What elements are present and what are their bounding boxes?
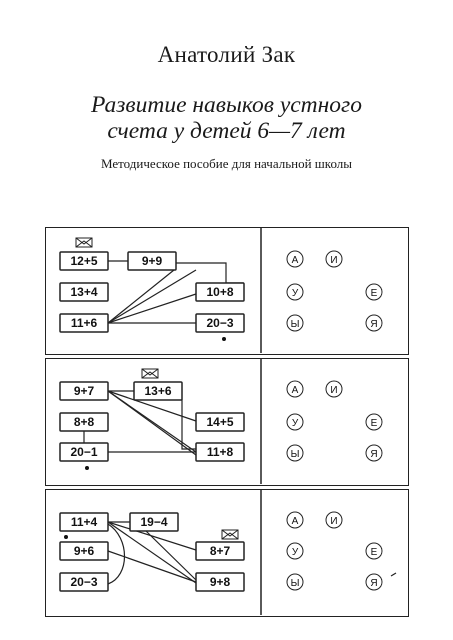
task-box-4: [196, 283, 244, 301]
author-name: Анатолий Зак: [157, 42, 296, 67]
task-box-text: 19−4: [140, 515, 168, 529]
title-line-2: счета у детей 6—7 лет: [107, 118, 346, 144]
task-box-3: [60, 413, 108, 431]
book-subtitle: Методическое пособие для начальной школы: [101, 156, 352, 171]
task-box-text: 13+4: [70, 285, 98, 299]
task-box-text: 9+9: [141, 254, 163, 268]
envelope-icon: [222, 530, 238, 539]
envelope-icon: [142, 369, 158, 378]
task-box-text: 14+5: [206, 415, 234, 429]
task-box-1: [60, 382, 108, 400]
letter: Я: [370, 319, 378, 330]
task-box-6: [196, 573, 244, 591]
letter: А: [291, 516, 299, 527]
task-box-text: 11+4: [70, 515, 98, 529]
exercise-panel-1: [45, 227, 409, 355]
task-box-1: [60, 252, 108, 270]
task-box-text: 9+6: [73, 544, 95, 558]
task-box-text: 11+8: [206, 445, 234, 459]
task-box-4: [196, 542, 244, 560]
letter: И: [330, 255, 338, 266]
letter: Я: [370, 449, 378, 460]
task-box-text: 8+8: [73, 415, 95, 429]
letter: А: [291, 385, 299, 396]
task-box-text: 20−3: [206, 316, 234, 330]
task-box-2: [130, 513, 178, 531]
task-box-3: [60, 283, 108, 301]
task-box-6: [196, 443, 244, 461]
task-box-5: [60, 443, 108, 461]
task-box-6: [196, 314, 244, 332]
exercise-panel-2: [45, 358, 409, 486]
task-box-text: 8+7: [209, 544, 231, 558]
start-dot: [222, 337, 226, 341]
task-box-5: [60, 573, 108, 591]
letter: И: [330, 385, 338, 396]
task-box-text: 13+6: [144, 384, 172, 398]
letter: У: [291, 418, 299, 429]
task-box-3: [60, 542, 108, 560]
letter: И: [330, 516, 338, 527]
letter: Е: [370, 547, 378, 558]
task-box-text: 20−3: [70, 575, 98, 589]
task-box-text: 11+6: [70, 316, 98, 330]
task-box-1: [60, 513, 108, 531]
letter: Е: [370, 288, 378, 299]
letter-grid: [287, 381, 382, 461]
letter: У: [291, 288, 299, 299]
task-box-text: 10+8: [206, 285, 234, 299]
task-box-2: [128, 252, 176, 270]
task-box-text: 9+8: [209, 575, 231, 589]
tick-mark: [391, 573, 396, 576]
letter: Ы: [290, 319, 300, 330]
task-box-text: 9+7: [73, 384, 95, 398]
letter-grid: [287, 251, 382, 331]
letter: Ы: [290, 578, 300, 589]
envelope-icon: [76, 238, 92, 247]
letter: У: [291, 547, 299, 558]
letter-grid: [287, 512, 396, 590]
letter: Ы: [290, 449, 300, 460]
title-line-1: Развитие навыков устного: [91, 92, 362, 118]
start-dot: [64, 535, 68, 539]
task-box-4: [196, 413, 244, 431]
task-box-text: 12+5: [70, 254, 98, 268]
task-box-5: [60, 314, 108, 332]
letter: Е: [370, 418, 378, 429]
letter: Я: [370, 578, 378, 589]
task-box-text: 20−1: [70, 445, 98, 459]
book-title: [0, 92, 453, 144]
exercise-panel-3: [45, 489, 409, 617]
task-box-2: [134, 382, 182, 400]
start-dot: [85, 466, 89, 470]
letter: А: [291, 255, 299, 266]
